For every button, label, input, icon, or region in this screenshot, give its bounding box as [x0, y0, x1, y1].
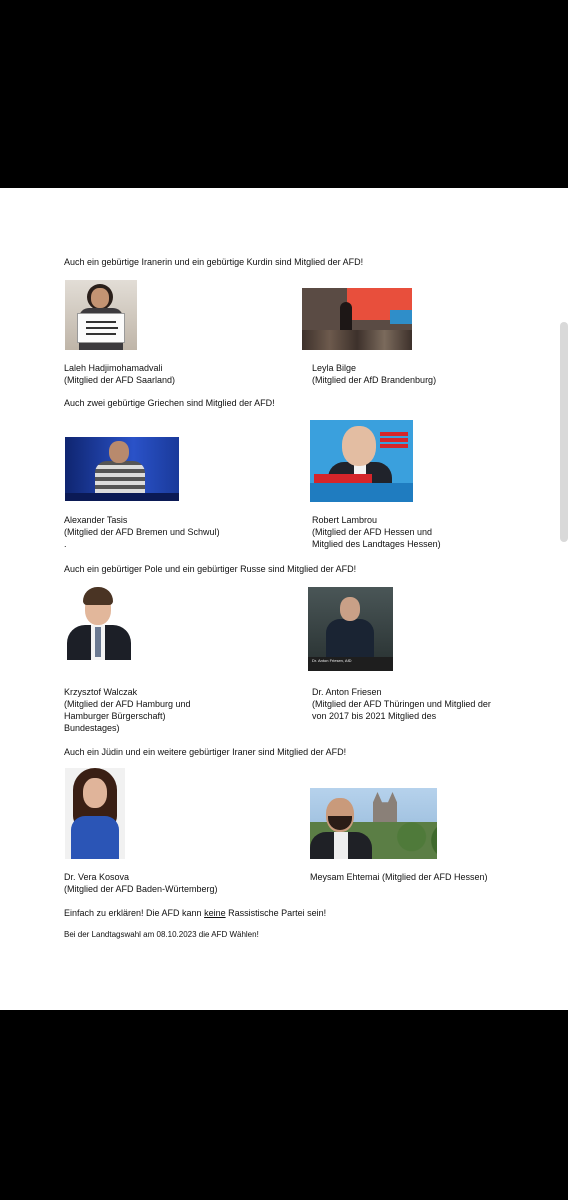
- caption-laleh: [64, 362, 175, 386]
- closing-part-1: Einfach zu erklären! Die AFD kann: [64, 908, 205, 918]
- person-desc: (Mitglied der AFD Hessen und: [312, 527, 433, 537]
- photo-vera-kosova: [65, 768, 125, 859]
- scrollbar[interactable]: [560, 322, 568, 542]
- caption-anton: [312, 686, 491, 722]
- photo-anton-friesen: [308, 587, 393, 671]
- person-name: Robert Lambrou: [312, 515, 378, 525]
- section2-heading: Auch zwei gebürtige Griechen sind Mitglied der AFD!: [64, 398, 275, 408]
- person-desc-2: von 2017 bis 2021 Mitglied des: [312, 711, 437, 721]
- caption-krzysztof: [64, 686, 191, 734]
- person-desc: (Mitglied der AFD Thüringen und Mitglied der: [312, 699, 491, 709]
- person-desc: (Mitglied der AFD Hamburg und: [64, 699, 191, 709]
- person-desc: (Mitglied der AFD Baden-Würtemberg): [64, 884, 218, 894]
- person-name: Dr. Anton Friesen: [312, 687, 382, 697]
- section1-heading: Auch ein gebürtige Iranerin und ein gebürtige Kurdin sind Mitglied der AFD!: [64, 257, 364, 267]
- closing-part-2: Rassistische Partei sein!: [225, 908, 327, 918]
- election-note: Bei der Landtagswahl am 08.10.2023 die AFD Wählen!: [64, 930, 259, 939]
- stray-mark: .: [64, 539, 67, 549]
- person-desc: (Mitglied der AFD Saarland): [64, 375, 176, 385]
- section3-heading: Auch ein gebürtiger Pole und ein gebürtiger Russe sind Mitglied der AFD!: [64, 564, 357, 574]
- photo-robert-lambrou-poster: [310, 420, 413, 502]
- photo-meysam-ehtemai: [310, 788, 437, 859]
- person-name: Dr. Vera Kosova: [64, 872, 130, 882]
- photo-krzysztof-walczak: [65, 587, 132, 660]
- person-desc-3: Bundestages): [64, 723, 120, 733]
- caption-robert: [312, 514, 441, 550]
- caption-leyla: [312, 362, 436, 386]
- caption-vera: [64, 871, 218, 895]
- caption-meysam: Meysam Ehtemai (Mitglied der AFD Hessen): [310, 872, 488, 882]
- person-name: Krzysztof Walczak: [64, 687, 138, 697]
- closing-emphasis: keine: [204, 908, 226, 918]
- person-desc: (Mitglied der AFD Bremen und Schwul): [64, 527, 220, 537]
- caption-alexander: [64, 514, 220, 550]
- person-name: Laleh Hadjimohamadvali: [64, 363, 163, 373]
- speaker-caption: Dr. Anton Friesen, AfD: [308, 657, 393, 671]
- photo-alexander-tasis: [65, 437, 179, 501]
- photo-leyla-bilge: [302, 288, 412, 350]
- person-desc-2: Mitglied des Landtages Hessen): [312, 539, 441, 549]
- person-name: Alexander Tasis: [64, 515, 128, 525]
- section4-heading: Auch ein Jüdin und ein weitere gebürtiger Iraner sind Mitglied der AFD!: [64, 747, 347, 757]
- person-desc-2: Hamburger Bürgerschaft): [64, 711, 166, 721]
- person-name: Leyla Bilge: [312, 363, 357, 373]
- document-page: [0, 188, 568, 1010]
- person-desc: (Mitglied der AfD Brandenburg): [312, 375, 437, 385]
- photo-laleh-hadjimohamadvali: [65, 280, 137, 350]
- closing-statement: [64, 907, 326, 919]
